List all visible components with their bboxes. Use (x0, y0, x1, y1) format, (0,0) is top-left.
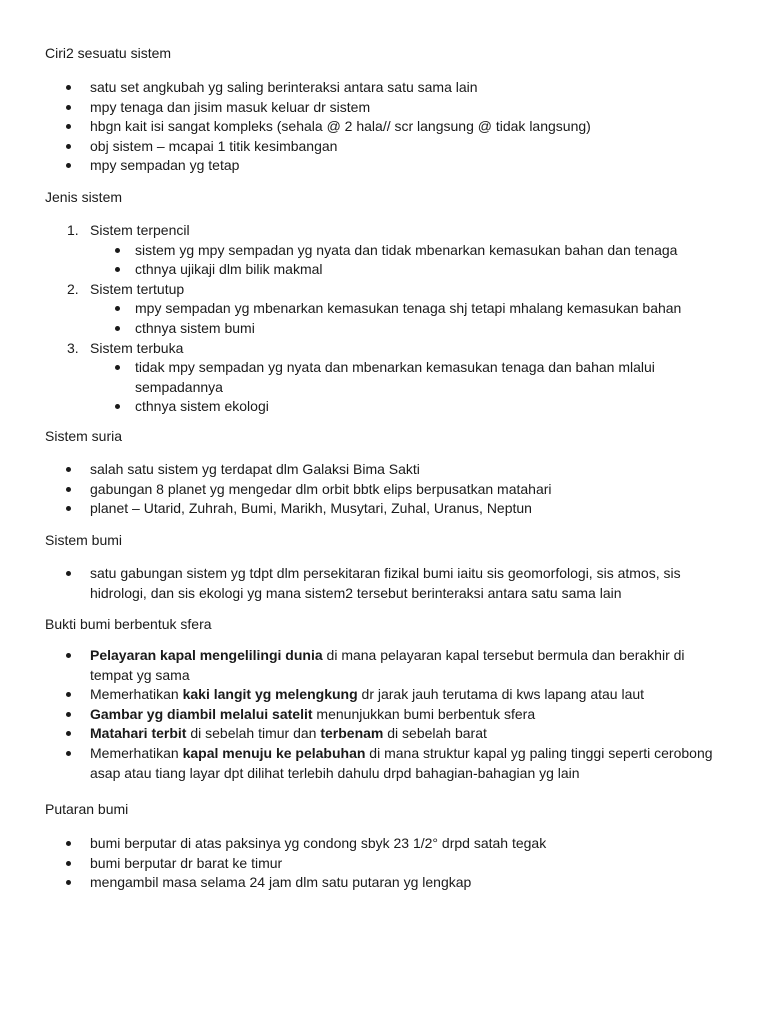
list-bukti (0, 646, 730, 783)
item-text: di sebelah barat (383, 725, 487, 742)
list-jenis (0, 221, 730, 417)
sublist-item: cthnya sistem bumi (90, 319, 695, 339)
numbered-item (0, 221, 730, 280)
list-item: obj sistem – mcapai 1 titik kesimbangan (0, 137, 730, 157)
item-label: Sistem tertutup (90, 280, 185, 297)
item-text: Memerhatikan (90, 686, 183, 703)
list-putaran (0, 834, 730, 893)
sublist-item: cthnya sistem ekologi (90, 397, 695, 417)
list-item (0, 744, 730, 783)
list-item: planet – Utarid, Zuhrah, Bumi, Marikh, Musytari, Zuhal, Uranus, Neptun (0, 499, 730, 519)
sublist (90, 358, 730, 417)
item-emphasis: Gambar yg diambil melalui satelit (90, 705, 313, 722)
heading-putaran: Putaran bumi (45, 801, 129, 817)
item-label: Sistem terpencil (90, 222, 190, 238)
heading-jenis: Jenis sistem (45, 189, 123, 205)
item-emphasis: Matahari terbit (90, 725, 187, 742)
list-item (0, 705, 730, 725)
sublist-item: tidak mpy sempadan yg nyata dan mbenarkan kemasukan tenaga dan bahan mlalui sempadannya (90, 358, 675, 397)
sublist (90, 299, 730, 338)
item-text: menunjukkan bumi berbentuk sfera (312, 705, 536, 722)
item-text: di mana struktur kapal yg paling tinggi seperti cerobong asap atau tiang layar dpt dilihat terlebih dahulu drpd bahagian-bahagian yg lain (90, 744, 713, 781)
list-item (0, 724, 730, 744)
list-item (0, 685, 730, 705)
list-item: hbgn kait isi sangat kompleks (sehala @ 2 hala// scr langsung @ tidak langsung) (0, 117, 730, 137)
heading-bumi: Sistem bumi (45, 532, 123, 548)
sublist-item: mpy sempadan yg mbenarkan kemasukan tenaga shj tetapi mhalang kemasukan bahan (90, 299, 695, 319)
sublist-item: sistem yg mpy sempadan yg nyata dan tidak mbenarkan kemasukan bahan dan tenaga (90, 241, 695, 261)
list-suria (0, 460, 730, 519)
list-item: bumi berputar dr barat ke timur (0, 854, 730, 874)
item-text: di mana pelayaran kapal tersebut bermula dan berakhir di tempat yg sama (90, 647, 685, 683)
item-emphasis: kaki langit yg melengkung (182, 686, 358, 703)
item-text: di sebelah timur dan (186, 725, 321, 742)
item-number: 3. (67, 339, 79, 356)
list-item: gabungan 8 planet yg mengedar dlm orbit bbtk elips berpusatkan matahari (0, 480, 730, 500)
list-item: satu set angkubah yg saling berinteraksi antara satu sama lain (0, 78, 730, 98)
list-ciri (0, 78, 730, 176)
list-item: salah satu sistem yg terdapat dlm Galaksi Bima Sakti (0, 460, 730, 480)
heading-suria: Sistem suria (45, 428, 123, 444)
sublist (90, 241, 730, 280)
list-item: satu gabungan sistem yg tdpt dlm persekitaran fizikal bumi iaitu sis geomorfologi, sis atmos, sis hidrologi, dan sis ekologi yg mana sistem2 tersebut berinteraksi antara satu sama lain (0, 564, 690, 603)
item-number: 2. (67, 280, 79, 297)
item-emphasis: terbenam (320, 725, 384, 742)
item-text: dr jarak jauh terutama di kws lapang atau laut (357, 686, 645, 703)
list-item (0, 646, 730, 685)
list-item: mengambil masa selama 24 jam dlm satu putaran yg lengkap (0, 873, 730, 893)
list-item: mpy sempadan yg tetap (0, 156, 730, 176)
heading-bukti: Bukti bumi berbentuk sfera (45, 616, 212, 632)
item-emphasis: kapal menuju ke pelabuhan (182, 744, 366, 761)
item-label: Sistem terbuka (90, 339, 184, 356)
item-emphasis: Pelayaran kapal mengelilingi dunia (90, 647, 323, 663)
list-item: mpy tenaga dan jisim masuk keluar dr sistem (0, 98, 730, 118)
numbered-item (0, 280, 730, 339)
list-item: bumi berputar di atas paksinya yg condong sbyk 23 1/2° drpd satah tegak (0, 834, 730, 854)
numbered-item (0, 339, 730, 417)
sublist-item: cthnya ujikaji dlm bilik makmal (90, 260, 695, 280)
item-text: Memerhatikan (90, 744, 183, 761)
list-bumi (0, 564, 690, 603)
heading-ciri: Ciri2 sesuatu sistem (45, 45, 172, 61)
item-number: 1. (67, 222, 79, 238)
